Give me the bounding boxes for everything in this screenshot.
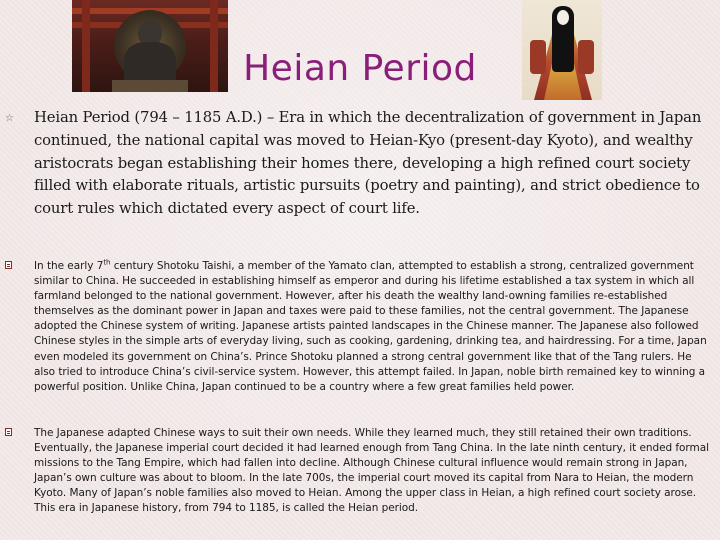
- bullet-text-rest: century Shotoku Taishi, a member of the Yamato clan, attempted to establish a strong, centralized government similar to China. He succeeded in establishing himself as emperor and during his lifetime established a tax system in which all farmland belonged to the national government. However, after his death the wealthy land-owning families re-established themselves as the dominant power in Japan and taxes were paid to these families, not the central government. The Japanese adopted the Chinese system of writing. Japanese artists painted landscapes in the Chinese manner. The Japanese also followed Chinese styles in the simple arts of everyday living, such as cooking, gardening, drinking tea, and hairdressing. For a time, Japan even modeled its government on China’s. Prince Shotoku planned a strong central government like that of the Tang rulers. He also tried to introduce China’s civil-service system. However, this attempt failed. In Japan, noble birth remained key to winning a powerful position. Unlike China, Japan continued to be a country where a few great families held power.: [34, 260, 707, 393]
- bullet-text: The Japanese adapted Chinese ways to suit their own needs. While they learned much, they still retained their own traditions. Eventually, the Japanese imperial court decided it had learned enough from Tang China. In the late ninth century, it ended formal missions to the Tang Empire, which had fallen into decline. Although Chinese cultural influence would remain strong in Japan, Japan’s own culture was about to bloom. In the late 700s, the imperial court moved its capital from Nara to Heian, the modern Kyoto. Many of Japan’s noble families also moved to Heian. Among the upper class in Heian, a high refined court society arose. This era in Japanese history, from 794 to 1185, is called the Heian period.: [34, 427, 709, 515]
- document-bullet-icon: [5, 261, 12, 269]
- document-bullet-icon: [5, 428, 12, 436]
- star-bullet-icon: ☆: [5, 113, 14, 124]
- bullet-heian-definition: [5, 107, 712, 221]
- bullet-text-start: In the early 7: [34, 260, 104, 272]
- slide-title: Heian Period: [243, 48, 477, 89]
- ordinal-suffix: th: [103, 258, 111, 267]
- bullet-text: Heian Period (794 – 1185 A.D.) – Era in which the decentralization of government in Japan continued, the national capital was moved to Heian-Kyo (present-day Kyoto), and wealthy aristocrats began establishing their homes there, developing a high refined court society filled with elaborate rituals, artistic pursuits (poetry and painting), and strict obedience to court rules which dictated every aspect of court life.: [34, 109, 702, 218]
- bullet-shotoku-taishi: [34, 259, 712, 395]
- bullet-adapted-chinese-ways: [34, 426, 712, 517]
